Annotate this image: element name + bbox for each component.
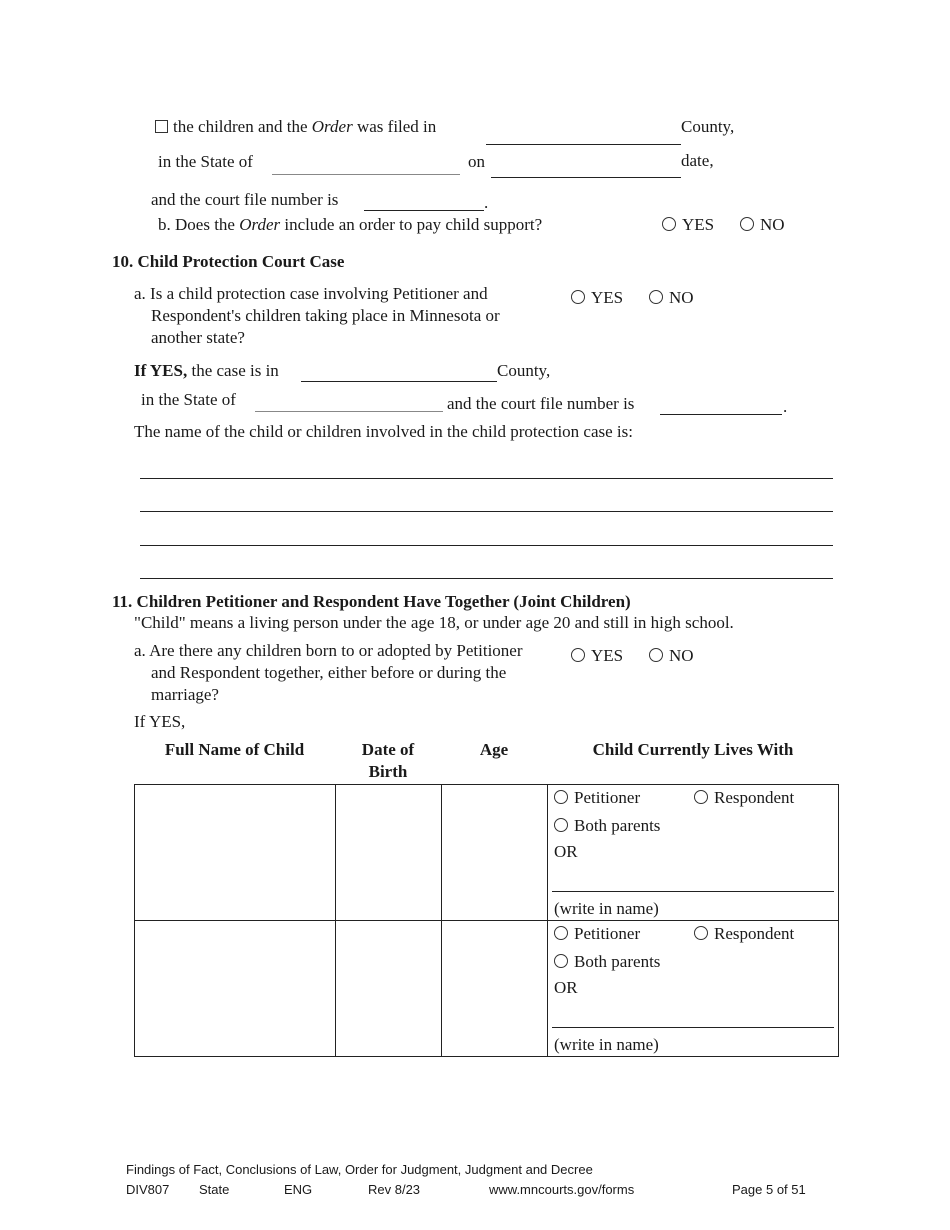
footer-page: Page 5 of 51 (732, 1182, 806, 1197)
q9b-question: b. Does the Order include an order to pay child support? (158, 215, 543, 234)
child-definition: "Child" means a living person under the age 18, or under age 20 and still in high school. (134, 613, 734, 632)
case-county-line: If YES, the case is in (134, 361, 279, 380)
lives-petitioner-radio[interactable]: Petitioner (554, 788, 640, 808)
child-names-label: The name of the child or children involved in the child protection case is: (134, 422, 633, 441)
lives-respondent-radio[interactable]: Respondent (694, 788, 794, 808)
q10a-yes-radio[interactable]: YES (571, 288, 623, 308)
table-row (135, 921, 839, 1057)
radio-icon (662, 217, 676, 231)
child-names-line-1[interactable] (140, 478, 833, 479)
q11a-yes-radio[interactable]: YES (571, 646, 623, 666)
footer-lang: ENG (284, 1182, 313, 1197)
footer-state: State (199, 1182, 230, 1197)
state-label: in the State of (158, 152, 253, 171)
radio-icon (649, 648, 663, 662)
col-header-lives-with: Child Currently Lives With (592, 740, 794, 759)
radio-icon (649, 290, 663, 304)
q11a-question: a. Are there any children born to or adopted by Petitioner and Respondent together, either before or during the marriage? (134, 641, 523, 704)
case-file-field[interactable] (660, 414, 782, 415)
case-state-label: in the State of (141, 390, 236, 409)
radio-icon (554, 790, 568, 804)
footer-rev: Rev 8/23 (368, 1182, 421, 1197)
case-file-label: and the court file number is (447, 394, 635, 413)
county-field[interactable] (486, 144, 681, 145)
write-in-label: (write in name) (554, 1035, 659, 1054)
lives-both-radio[interactable]: Both parents (554, 952, 660, 972)
state-field[interactable] (272, 174, 460, 175)
order-filed-checkbox[interactable] (155, 120, 168, 133)
radio-icon (554, 926, 568, 940)
case-state-field[interactable] (255, 411, 443, 412)
q11a-no-radio[interactable]: NO (649, 646, 694, 666)
child-names-line-4[interactable] (140, 578, 833, 579)
file-number-period: . (484, 193, 489, 212)
col-header-dob: Date of Birth (361, 740, 415, 781)
child-dob-cell[interactable] (336, 921, 442, 1057)
or-label: OR (554, 978, 578, 997)
child-name-cell[interactable] (135, 785, 336, 921)
child-name-cell[interactable] (135, 921, 336, 1057)
radio-icon (554, 954, 568, 968)
if-yes-label: If YES, (134, 712, 186, 731)
order-filed-line: the children and the Order was filed in (155, 117, 436, 137)
q10a-no-radio[interactable]: NO (649, 288, 694, 308)
on-label: on (468, 152, 485, 171)
write-in-label: (write in name) (554, 899, 659, 918)
child-names-line-3[interactable] (140, 545, 833, 546)
footer-code: DIV807 (126, 1182, 170, 1197)
case-file-period: . (783, 397, 788, 416)
lives-with-cell (548, 785, 839, 921)
write-in-field[interactable] (552, 891, 834, 892)
child-dob-cell[interactable] (336, 785, 442, 921)
case-county-label: County, (497, 361, 551, 380)
col-header-name: Full Name of Child (164, 740, 305, 759)
radio-icon (571, 290, 585, 304)
child-age-cell[interactable] (442, 921, 548, 1057)
section-11-heading: 11. Children Petitioner and Respondent Have Together (Joint Children) (112, 592, 631, 611)
write-in-field[interactable] (552, 1027, 834, 1028)
radio-icon (694, 926, 708, 940)
case-county-field[interactable] (301, 381, 497, 382)
q9b-yes-radio[interactable]: YES (662, 215, 714, 235)
lives-both-radio[interactable]: Both parents (554, 816, 660, 836)
or-label: OR (554, 842, 578, 861)
radio-icon (571, 648, 585, 662)
section-10-heading: 10. Child Protection Court Case (112, 252, 345, 271)
radio-icon (740, 217, 754, 231)
q9b-no-radio[interactable]: NO (740, 215, 785, 235)
file-number-field[interactable] (364, 210, 484, 211)
lives-petitioner-radio[interactable]: Petitioner (554, 924, 640, 944)
lives-respondent-radio[interactable]: Respondent (694, 924, 794, 944)
col-header-age: Age (479, 740, 509, 759)
table-row (135, 785, 839, 921)
lives-with-cell (548, 921, 839, 1057)
date-field[interactable] (491, 177, 681, 178)
children-table (134, 784, 839, 1057)
radio-icon (554, 818, 568, 832)
file-number-label: and the court file number is (151, 190, 339, 209)
child-age-cell[interactable] (442, 785, 548, 921)
radio-icon (694, 790, 708, 804)
q10a-question: a. Is a child protection case involving Petitioner and Respondent's children taking place in Minnesota or another state? (134, 284, 500, 347)
child-names-line-2[interactable] (140, 511, 833, 512)
county-label: County, (681, 117, 735, 136)
footer-url[interactable]: www.mncourts.gov/forms (489, 1182, 635, 1197)
footer-title: Findings of Fact, Conclusions of Law, Order for Judgment, Judgment and Decree (126, 1162, 593, 1177)
date-label: date, (681, 151, 714, 170)
